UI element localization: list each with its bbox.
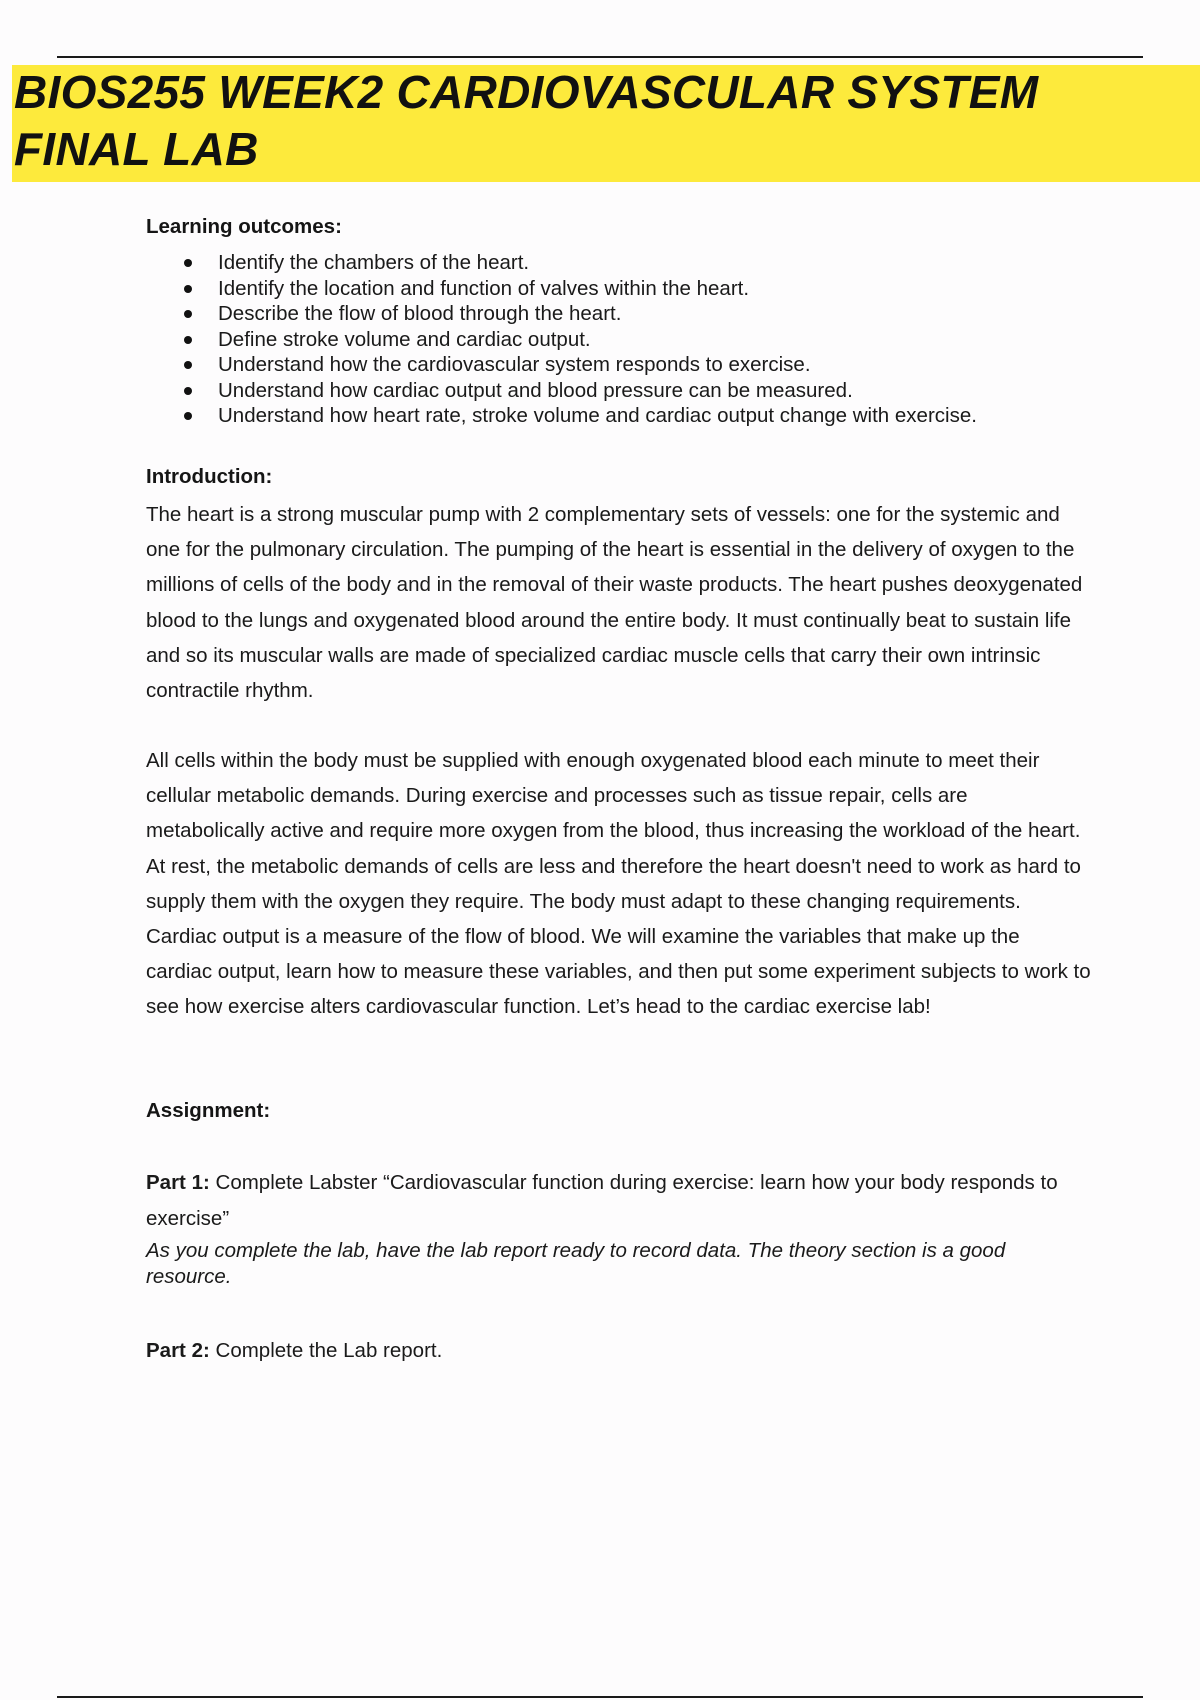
list-item-text: Describe the flow of blood through the heart. (218, 302, 622, 325)
learning-outcomes-list (146, 250, 1091, 429)
bullet-icon (184, 387, 192, 395)
bullet-icon (184, 412, 192, 420)
document-title: BIOS255 WEEK2 CARDIOVASCULAR SYSTEM FINAL LAB (14, 66, 1039, 175)
bullet-icon (184, 259, 192, 267)
part-2-text: Complete the Lab report. (215, 1339, 443, 1362)
bullet-icon (184, 336, 192, 344)
top-rule (57, 56, 1143, 58)
list-item-text: Identify the location and function of valves within the heart. (218, 276, 750, 300)
bullet-icon (184, 310, 192, 318)
list-item (146, 403, 1091, 429)
part-2-label: Part 2: (146, 1339, 210, 1362)
bottom-rule (57, 1696, 1143, 1698)
list-item-text: Understand how cardiac output and blood pressure can be measured. (218, 378, 853, 402)
list-item-text: Understand how heart rate, stroke volume and cardiac output change with exercise. (218, 404, 977, 427)
assignment-part-1 (146, 1165, 1091, 1236)
bullet-icon (184, 361, 192, 369)
list-item-text: Identify the chambers of the heart. (218, 251, 530, 274)
list-item (146, 352, 1091, 378)
list-item (146, 301, 1091, 327)
part-1-label: Part 1: (146, 1171, 210, 1194)
part-1-note: As you complete the lab, have the lab report ready to record data. The theory section is a good resource. (146, 1239, 1006, 1288)
introduction-paragraph-2: All cells within the body must be supplied with enough oxygenated blood each minute to meet their cellular metabolic demands. During exercise and processes such as tissue repair, cells are metabolically active and require more oxygen from the blood, thus increasing the workload of the heart. At rest, the metabolic demands of cells are less and therefore the heart doesn't need to work as hard to supply them with the oxygen they require. The body must adapt to these changing requirements. Cardiac output is a measure of the flow of blood. We will examine the variables that make up the cardiac output, learn how to measure these variables, and then put some experiment subjects to work to see how exercise alters cardiovascular function. Let’s head to the cardiac exercise lab! (146, 749, 1091, 1019)
list-item (146, 378, 1091, 404)
introduction-paragraph-1: The heart is a strong muscular pump with 2 complementary sets of vessels: one for the systemic and one for the pulmonary circulation. The pumping of the heart is essential in the delivery of oxygen to the millions of cells of the body and in the removal of their waste products. The heart pushes deoxygenated blood to the lungs and oxygenated blood around the entire body. It must continually beat to sustain life and so its muscular walls are made of specialized cardiac muscle cells that carry their own intrinsic contractile rhythm. (146, 503, 1083, 703)
introduction-heading: Introduction: (146, 465, 273, 488)
learning-outcomes-heading: Learning outcomes: (146, 215, 342, 238)
list-item-text: Define stroke volume and cardiac output. (218, 327, 591, 351)
part-1-text: Complete Labster “Cardiovascular function during exercise: learn how your body responds to exercise” (146, 1171, 1058, 1230)
list-item-text: Understand how the cardiovascular system responds to exercise. (218, 353, 811, 376)
assignment-part-2 (146, 1333, 1091, 1369)
bullet-icon (184, 285, 192, 293)
list-item (146, 276, 1091, 302)
list-item (146, 327, 1091, 353)
list-item (146, 250, 1091, 276)
assignment-heading: Assignment: (146, 1099, 271, 1122)
